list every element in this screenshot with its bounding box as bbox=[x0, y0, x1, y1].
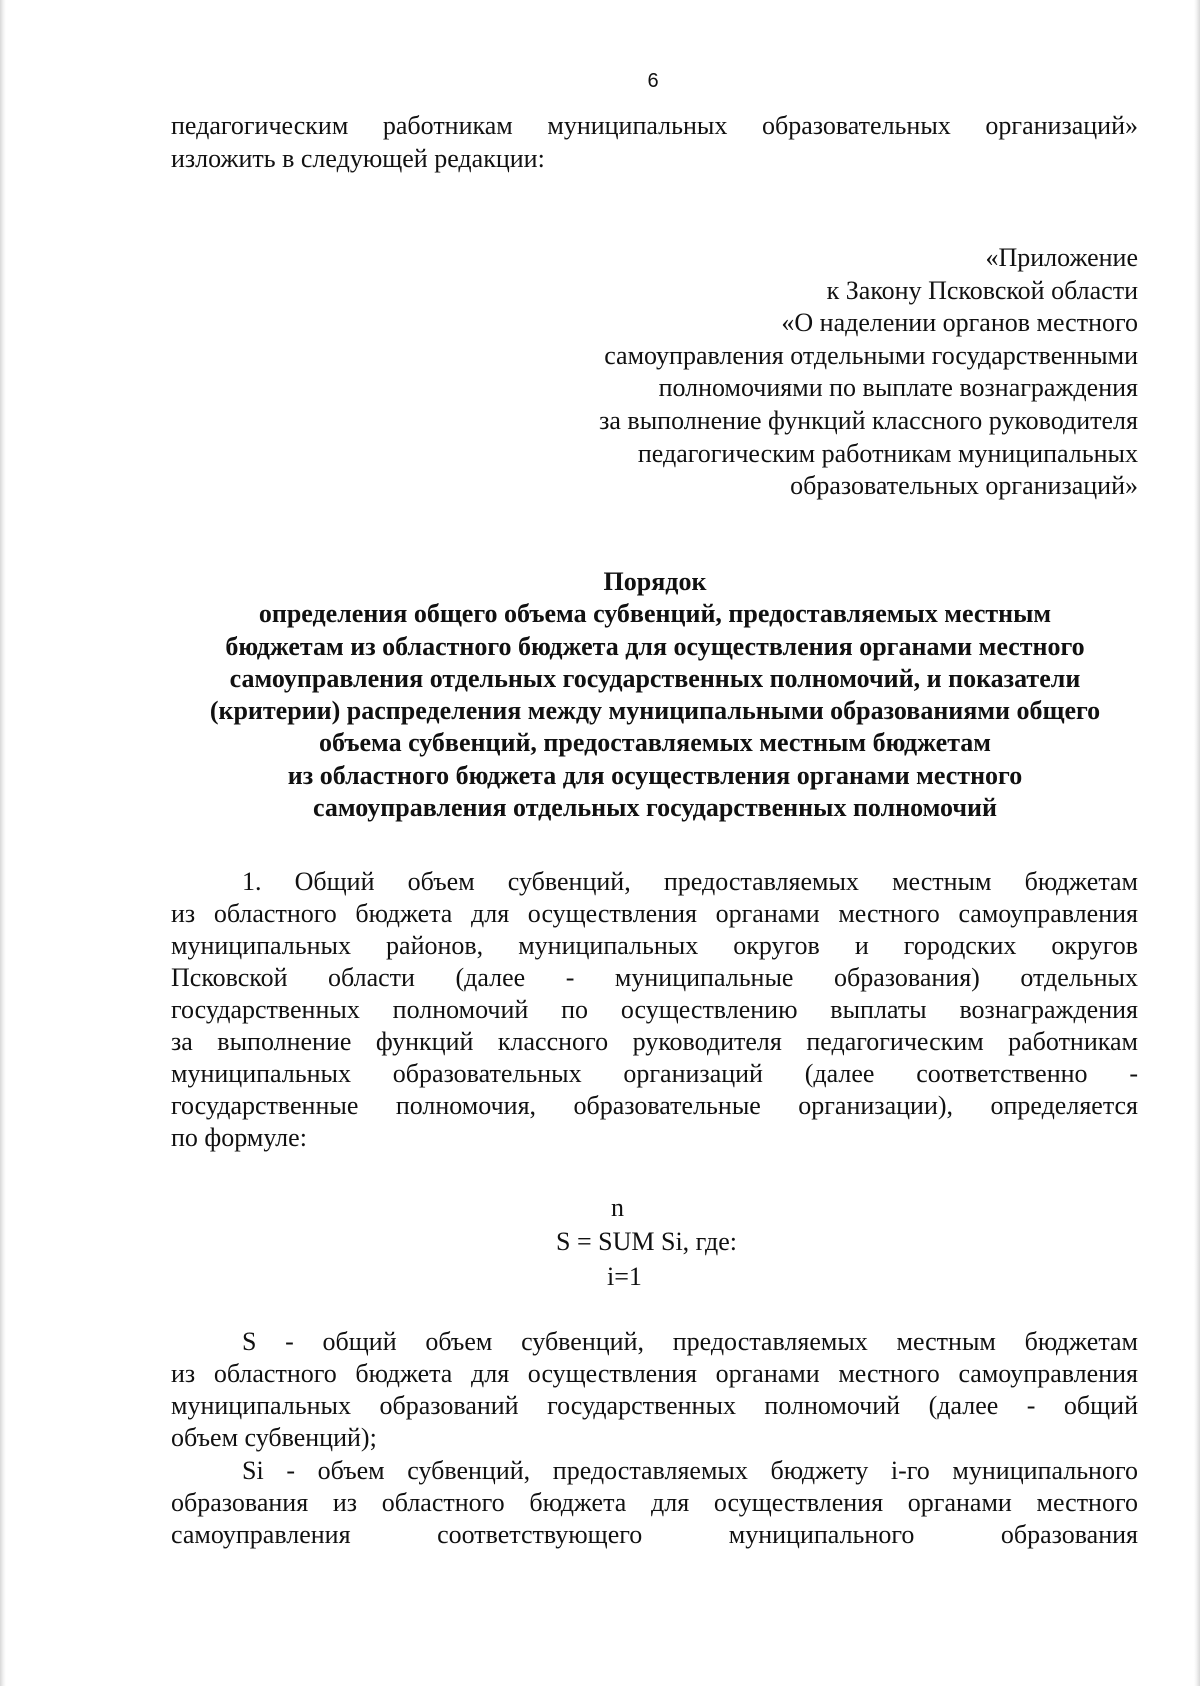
formula-upper-limit: n bbox=[611, 1193, 624, 1222]
paragraph-line: муниципальных районов, муниципальных округов и городских округов bbox=[171, 931, 1138, 960]
title-line: самоуправления отдельных государственных полномочий, и показатели bbox=[229, 663, 1081, 693]
title-line: из областного бюджета для осуществления органами местного bbox=[287, 760, 1023, 790]
scan-edge-left bbox=[0, 0, 6, 1686]
appendix-line: полномочиями по выплате вознаграждения bbox=[658, 373, 1138, 403]
paragraph-line: за выполнение функций классного руководителя педагогическим работникам bbox=[171, 1027, 1138, 1056]
scan-edge-right bbox=[1194, 0, 1200, 1686]
appendix-line: «О наделении органов местного bbox=[781, 308, 1138, 338]
paragraph-line: государственных полномочий по осуществлению выплаты вознаграждения bbox=[171, 995, 1138, 1024]
appendix-line: к Закону Псковской области bbox=[826, 275, 1138, 305]
paragraph-line: 1. Общий объем субвенций, предоставляемых местным бюджетам bbox=[242, 867, 1138, 896]
intro-line: педагогическим работникам муниципальных образовательных организаций» bbox=[171, 111, 1138, 140]
paragraph-line: из областного бюджета для осуществления органами местного самоуправления bbox=[171, 899, 1138, 928]
appendix-line: педагогическим работникам муниципальных bbox=[637, 438, 1138, 468]
formula-lower-limit: i=1 bbox=[607, 1262, 642, 1291]
intro-line: изложить в следующей редакции: bbox=[171, 144, 545, 173]
paragraph-line: по формуле: bbox=[171, 1123, 307, 1152]
paragraph-line: образования из областного бюджета для осуществления органами местного bbox=[171, 1488, 1138, 1517]
paragraph-line: S - общий объем субвенций, предоставляемых местным бюджетам bbox=[242, 1327, 1138, 1356]
title-line: (критерии) распределения между муниципальными образованиями общего bbox=[209, 696, 1101, 726]
appendix-header bbox=[599, 242, 1138, 503]
paragraph-line: самоуправления соответствующего муниципального образования bbox=[171, 1520, 1138, 1549]
appendix-line: «Приложение bbox=[985, 243, 1138, 272]
paragraph-line: муниципальных образований государственных полномочий (далее - общий bbox=[171, 1391, 1138, 1420]
paragraph-line: государственные полномочия, образовательные организации), определяется bbox=[171, 1091, 1138, 1120]
paragraph-line: из областного бюджета для осуществления органами местного самоуправления bbox=[171, 1359, 1138, 1388]
appendix-line: образовательных организаций» bbox=[790, 471, 1138, 501]
title-line: самоуправления отдельных государственных полномочий bbox=[313, 793, 997, 823]
title-line: бюджетам из областного бюджета для осуществления органами местного bbox=[225, 631, 1085, 661]
paragraph-line: Псковской области (далее - муниципальные образования) отдельных bbox=[171, 963, 1138, 992]
paragraph-line: Si - объем субвенций, предоставляемых бюджету i-го муниципального bbox=[242, 1456, 1138, 1485]
title-line: объема субвенций, предоставляемых местным бюджетам bbox=[318, 728, 991, 758]
appendix-line: самоуправления отдельными государственными bbox=[604, 340, 1138, 370]
paragraph-line: муниципальных образовательных организаций (далее соответственно - bbox=[171, 1059, 1138, 1088]
title-line: определения общего объема субвенций, предоставляемых местным bbox=[258, 599, 1052, 629]
page-number: 6 bbox=[647, 70, 659, 92]
title-heading: Порядок bbox=[603, 567, 707, 596]
formula-main: S = SUM Si, где: bbox=[556, 1227, 738, 1256]
appendix-line: за выполнение функций классного руководителя bbox=[599, 405, 1138, 435]
paragraph-line: объем субвенций); bbox=[171, 1423, 377, 1452]
section-title bbox=[150, 566, 1160, 824]
